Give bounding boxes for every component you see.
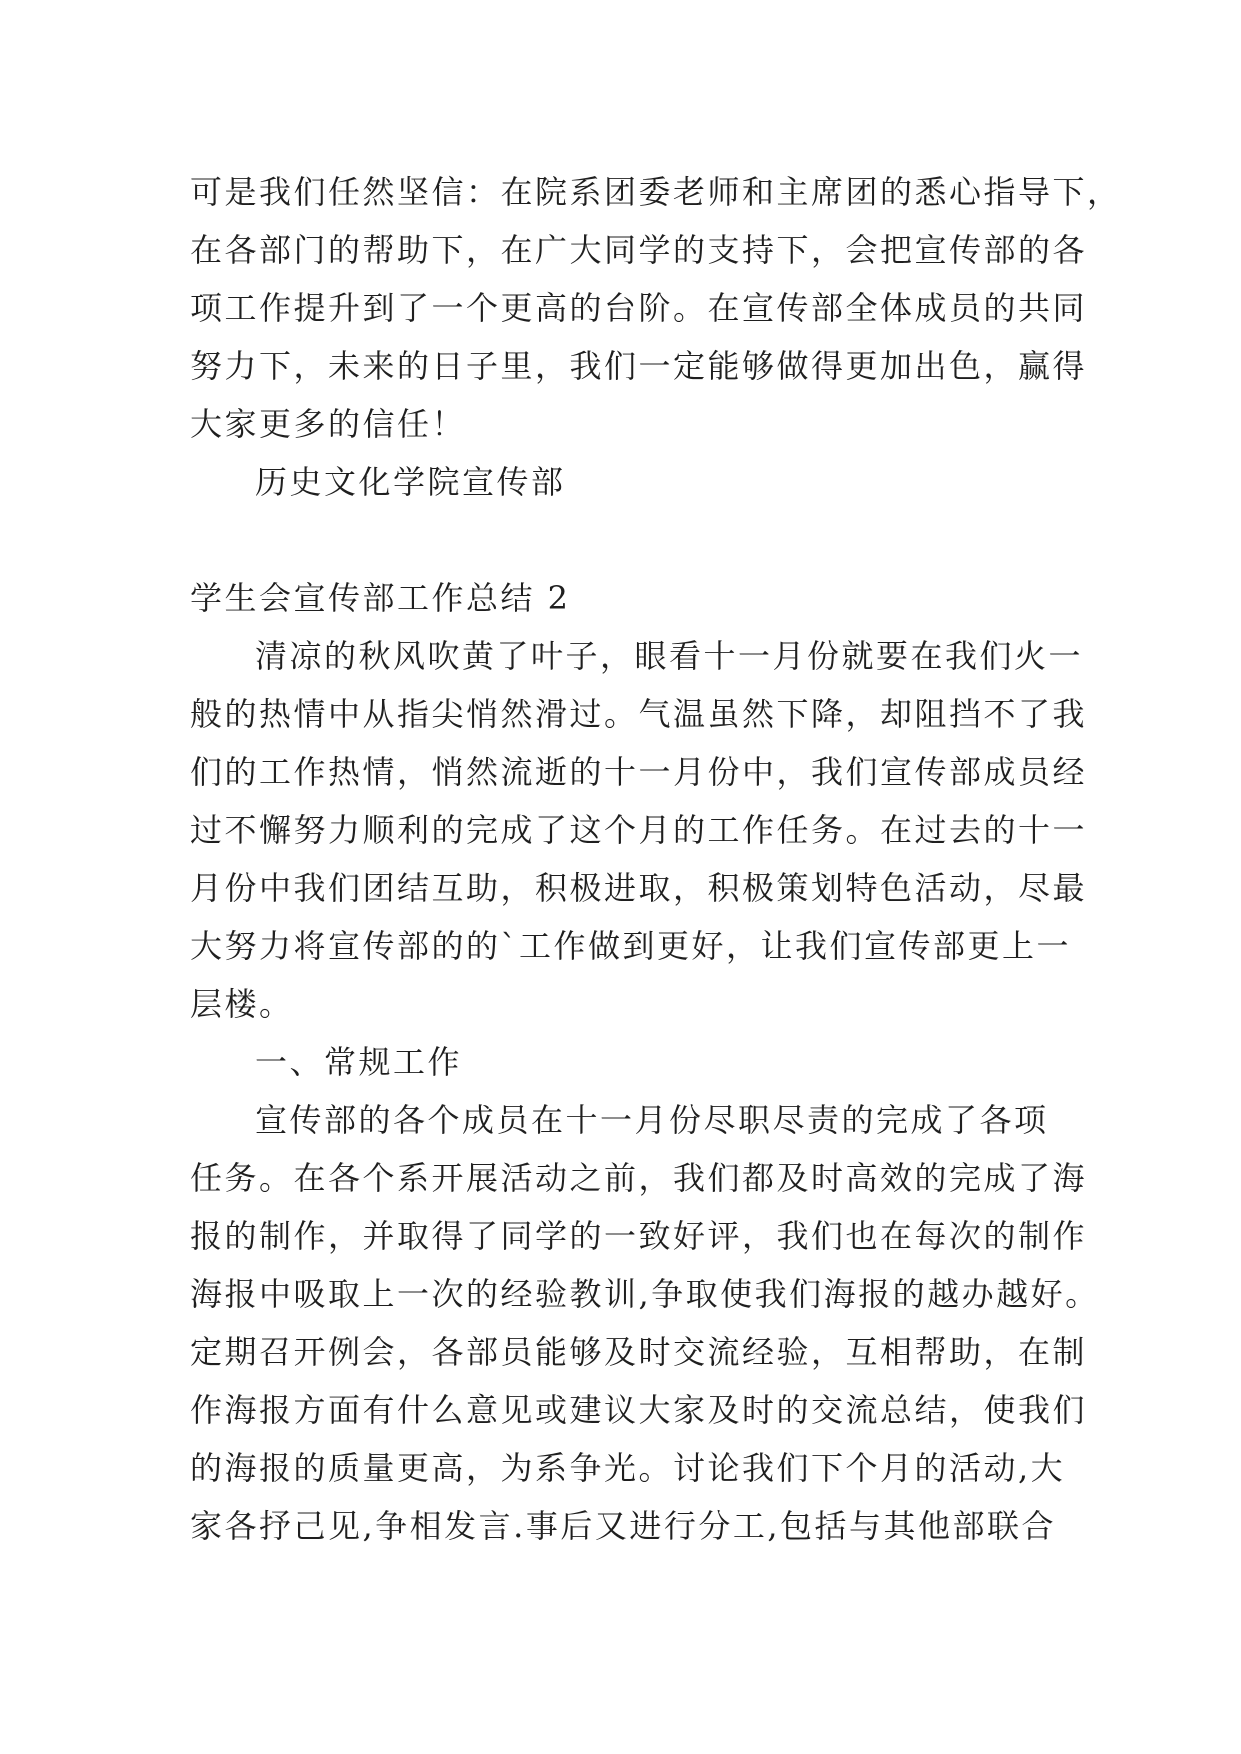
paragraph-line: 海报中吸取上一次的经验教训,争取使我们海报的越办越好。 xyxy=(190,1275,1100,1313)
section-title: 学生会宣传部工作总结 2 xyxy=(190,579,571,617)
paragraph-line: 报的制作，并取得了同学的一致好评，我们也在每次的制作 xyxy=(190,1217,1088,1255)
paragraph-line: 们的工作热情，悄然流逝的十一月份中，我们宣传部成员经 xyxy=(190,753,1088,791)
paragraph-line: 家各抒己见,争相发言.事后又进行分工,包括与其他部联合 xyxy=(190,1507,1057,1545)
paragraph-line: 定期召开例会，各部员能够及时交流经验，互相帮助，在制 xyxy=(190,1333,1088,1371)
paragraph-line: 月份中我们团结互助，积极进取，积极策划特色活动，尽最 xyxy=(190,869,1088,907)
paragraph-line: 任务。在各个系开展活动之前，我们都及时高效的完成了海 xyxy=(190,1159,1088,1197)
paragraph-line: 大努力将宣传部的的`工作做到更好，让我们宣传部更上一 xyxy=(190,927,1072,965)
paragraph-line: 宣传部的各个成员在十一月份尽职尽责的完成了各项 xyxy=(255,1101,1049,1139)
paragraph-line: 般的热情中从指尖悄然滑过。气温虽然下降，却阻挡不了我 xyxy=(190,695,1088,733)
paragraph-line: 作海报方面有什么意见或建议大家及时的交流总结，使我们 xyxy=(190,1391,1088,1429)
paragraph-line: 可是我们任然坚信：在院系团委老师和主席团的悉心指导下， xyxy=(190,173,1122,211)
paragraph-line: 努力下，未来的日子里，我们一定能够做得更加出色，赢得 xyxy=(190,347,1088,385)
subheading: 一、常规工作 xyxy=(255,1043,463,1081)
paragraph-line: 过不懈努力顺利的完成了这个月的工作任务。在过去的十一 xyxy=(190,811,1088,849)
signature-line: 历史文化学院宣传部 xyxy=(255,463,566,501)
paragraph-line: 大家更多的信任！ xyxy=(190,405,467,443)
paragraph-line: 在各部门的帮助下，在广大同学的支持下，会把宣传部的各 xyxy=(190,231,1088,269)
paragraph-line: 层楼。 xyxy=(190,985,294,1023)
paragraph-line: 的海报的质量更高，为系争光。讨论我们下个月的活动,大 xyxy=(190,1449,1066,1487)
paragraph-line: 项工作提升到了一个更高的台阶。在宣传部全体成员的共同 xyxy=(190,289,1088,327)
paragraph-line: 清凉的秋风吹黄了叶子，眼看十一月份就要在我们火一 xyxy=(255,637,1084,675)
